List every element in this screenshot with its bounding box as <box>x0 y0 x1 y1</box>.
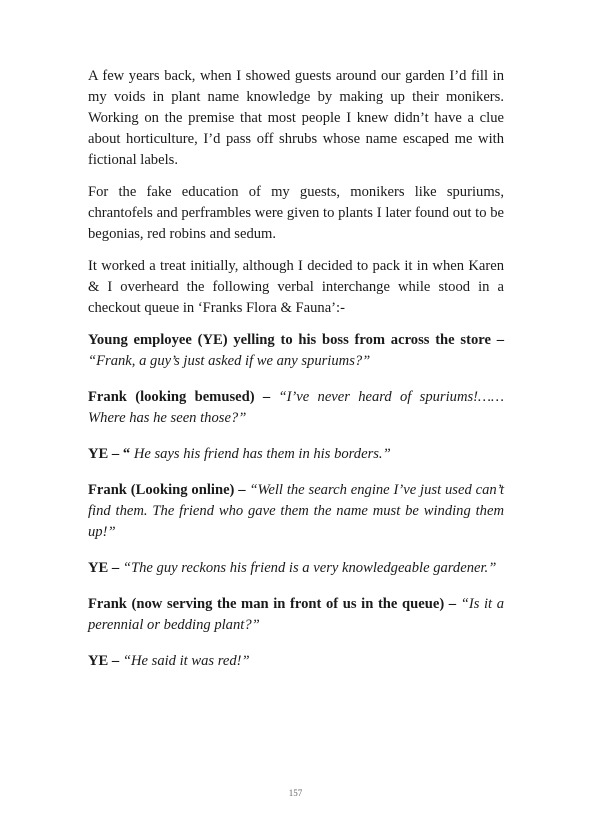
dialogue-quote: “Frank, a guy’s just asked if we any spuriums?” <box>88 353 371 369</box>
dialogue-speaker: Frank (Looking online) – <box>88 482 250 498</box>
page-body <box>88 66 504 687</box>
dialogue-speaker: YE – <box>88 560 123 576</box>
dialogue-quote: “The guy reckons his friend is a very knowledgeable gardener.” <box>122 560 497 576</box>
dialogue-quote: “Is it a perennial or bedding plant?” <box>88 596 505 633</box>
dialogue-quote: He says his friend has them in his borders.” <box>133 446 391 462</box>
dialogue-line <box>88 444 504 465</box>
dialogue-speaker: YE – “ <box>88 446 134 462</box>
dialogue-line <box>88 330 504 372</box>
dialogue-quote: “Well the search engine I’ve just used can’t find them. The friend who gave them the name must be winding them up!” <box>88 482 504 540</box>
dialogue-line <box>88 558 504 579</box>
dialogue-speaker: YE – <box>88 653 123 669</box>
dialogue-line <box>88 387 504 429</box>
dialogue-quote: “He said it was red!” <box>122 653 250 669</box>
dialogue-speaker: Frank (now serving the man in front of us in the queue) – <box>88 596 461 612</box>
dialogue-line <box>88 594 504 636</box>
dialogue-line <box>88 480 504 543</box>
paragraph-fake-names: For the fake education of my guests, monikers like spuriums, chrantofels and perframbles were given to plants I later found out to be begonias, red robins and sedum. <box>88 184 504 242</box>
dialogue-line <box>88 651 504 672</box>
dialogue-quote: “I’ve never heard of spuriums!…… Where has he seen those?” <box>88 389 504 426</box>
dialogue-speaker: Young employee (YE) yelling to his boss from across the store – <box>88 332 504 348</box>
paragraph-overheard: It worked a treat initially, although I decided to pack it in when Karen & I overheard the following verbal interchange while stood in a checkout queue in ‘Franks Flora & Fauna’:- <box>88 258 504 316</box>
dialogue-speaker: Frank (looking bemused) – <box>88 389 279 405</box>
paragraph-intro: A few years back, when I showed guests around our garden I’d fill in my voids in plant name knowledge by making up their monikers. Working on the premise that most people I knew didn’t have a clue about horticulture, I’d pass off shrubs whose name escaped me with fictional labels. <box>88 68 504 168</box>
page-number: 157 <box>288 788 303 798</box>
